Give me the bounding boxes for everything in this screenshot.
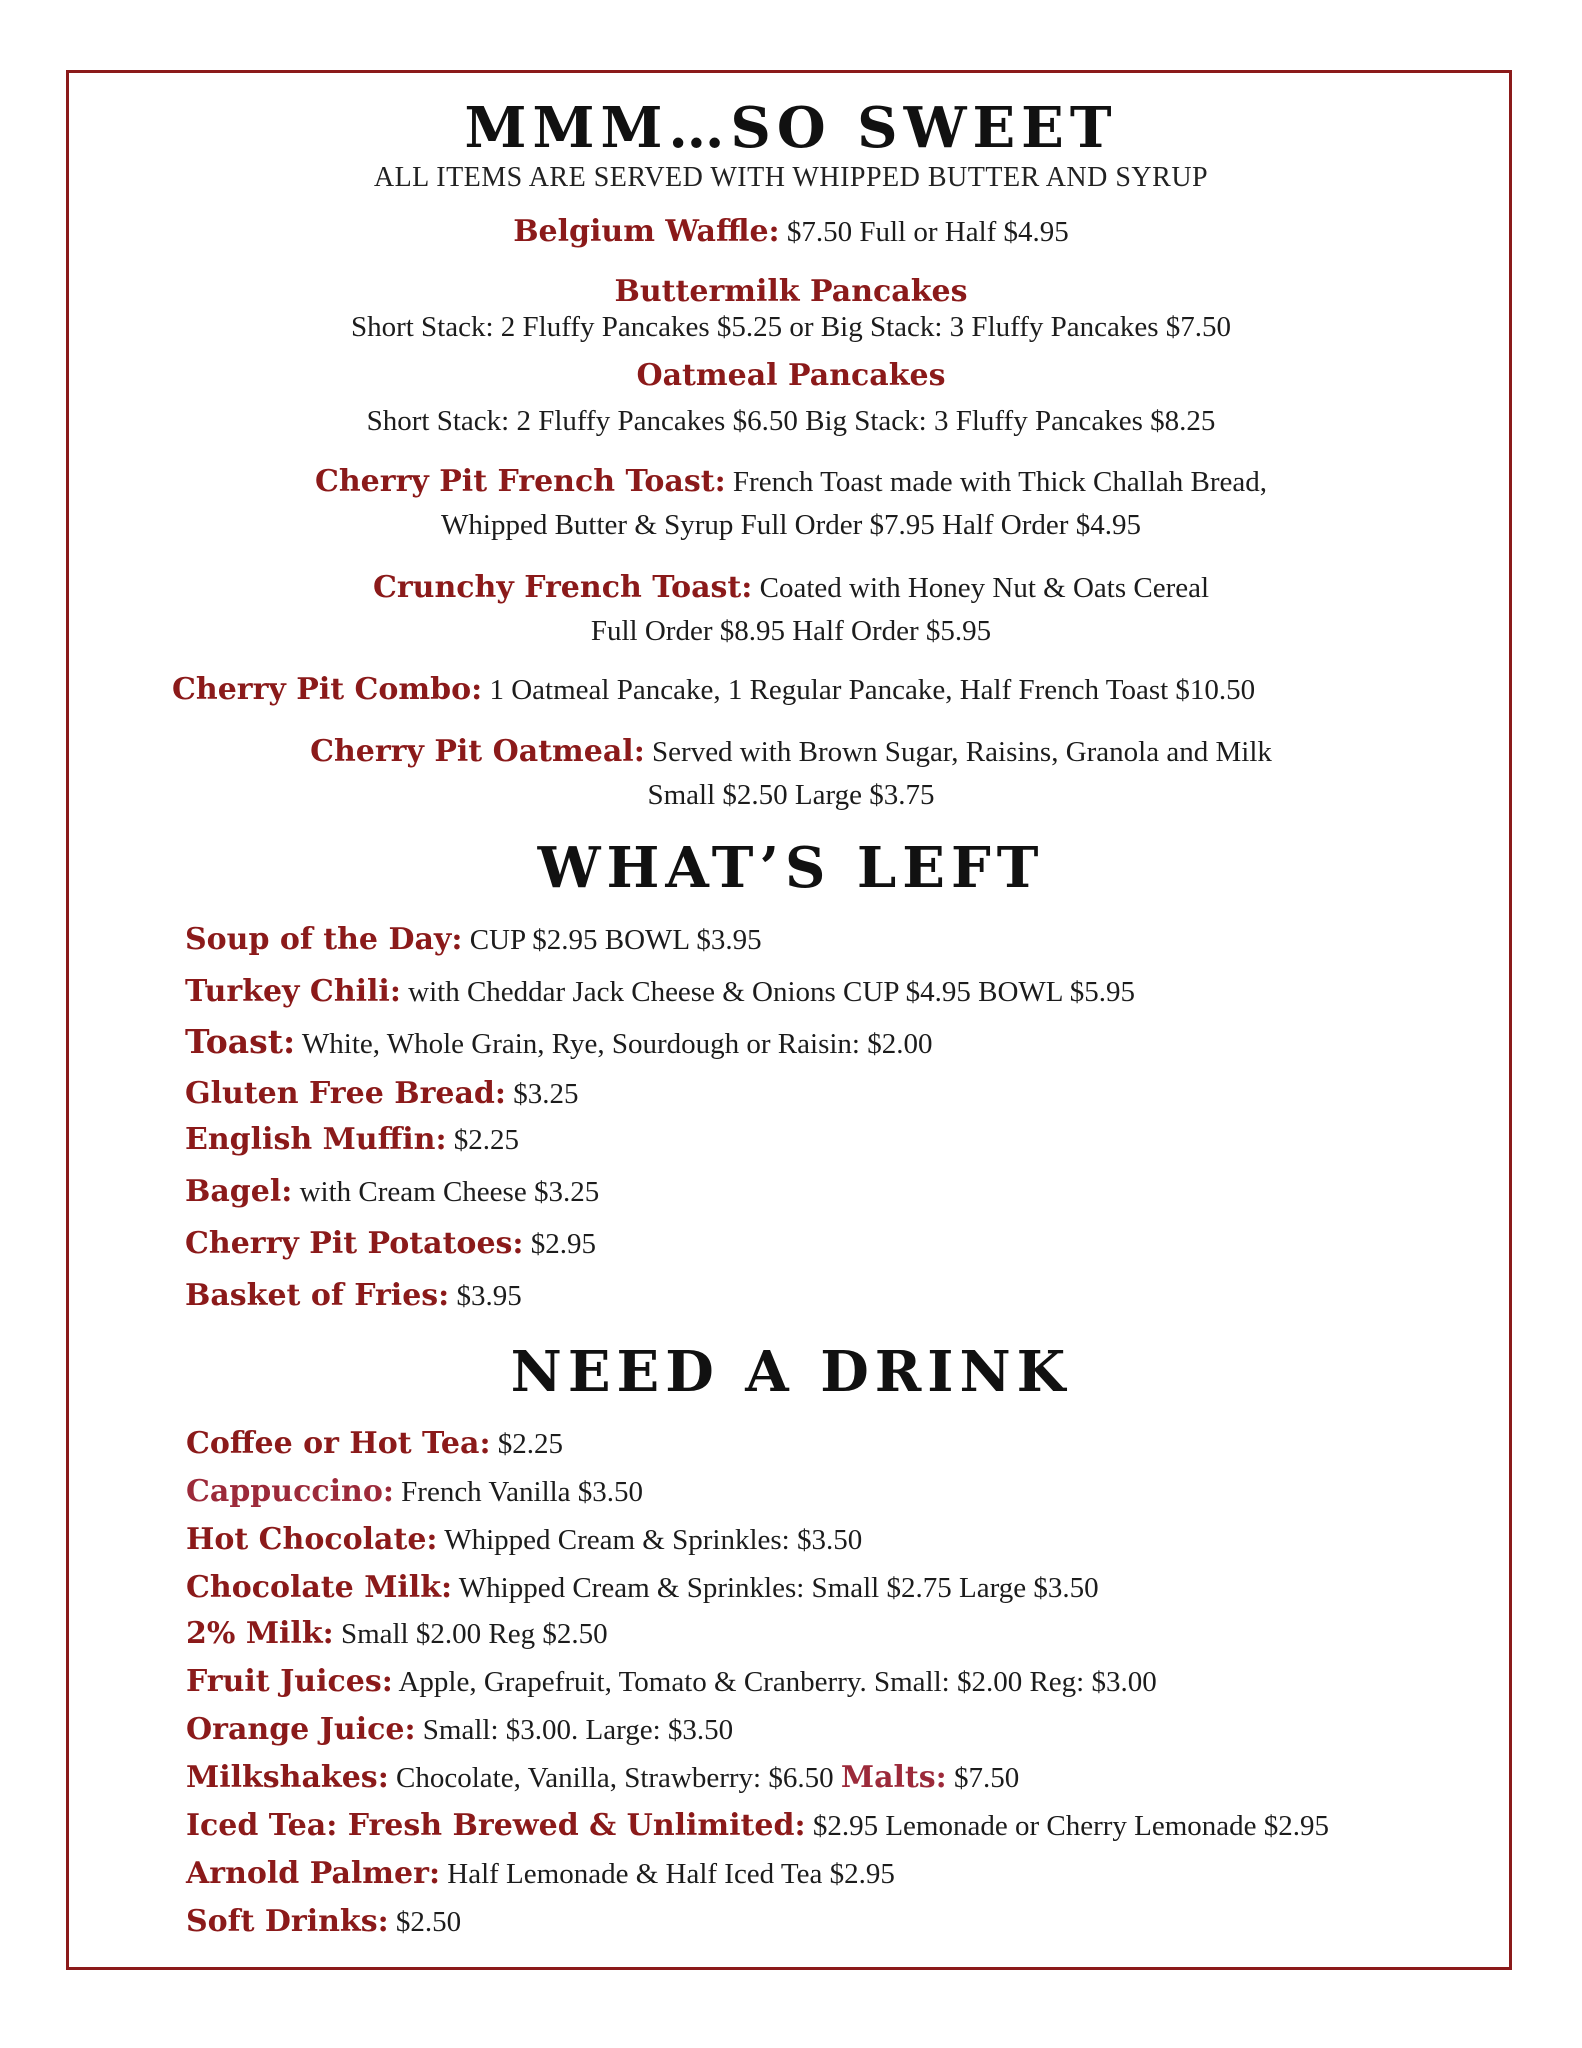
item-name: 2% Milk:	[186, 1616, 334, 1651]
item-desc: $2.95	[523, 1228, 596, 1260]
item-desc: Full Order $8.95 Half Order $5.95	[590, 615, 992, 647]
item-name: Cherry Pit Oatmeal:	[310, 734, 645, 769]
menu-item	[185, 1022, 932, 1062]
menu-item-belgium-waffle	[0, 214, 1582, 250]
item-name: Oatmeal Pancakes	[636, 358, 946, 393]
item-name: Bagel:	[185, 1174, 293, 1209]
item-name: Gluten Free Bread:	[185, 1076, 506, 1111]
item-desc-buttermilk	[0, 310, 1582, 345]
item-name: Belgium Waffle:	[513, 214, 780, 249]
item-desc: Whipped Cream & Sprinkles: Small $2.75 Large $3.50	[452, 1572, 1099, 1604]
item-desc: 1 Oatmeal Pancake, 1 Regular Pancake, Half French Toast $10.50	[482, 674, 1256, 706]
menu-item	[186, 1616, 608, 1652]
item-desc: French Toast made with Thick Challah Bread,	[725, 466, 1267, 498]
item-name: Hot Chocolate:	[186, 1522, 438, 1557]
item-name: Coffee or Hot Tea:	[186, 1426, 491, 1461]
item-name: Crunchy French Toast:	[372, 570, 753, 605]
menu-item	[186, 1808, 1329, 1844]
item-desc: Half Lemonade & Half Iced Tea $2.95	[440, 1858, 895, 1890]
item-name: Buttermilk Pancakes	[614, 274, 968, 309]
menu-item-oatmeal	[0, 734, 1582, 770]
menu-item	[186, 1712, 733, 1748]
item-desc: $2.50	[388, 1906, 462, 1938]
item-desc: White, Whole Grain, Rye, Sourdough or Raisin: $2.00	[295, 1028, 933, 1060]
item-desc: $2.25	[490, 1428, 564, 1460]
item-desc: Chocolate, Vanilla, Strawberry: $6.50	[388, 1762, 841, 1794]
item-desc-crunchy	[0, 614, 1582, 649]
item-name: Fruit Juices:	[186, 1664, 393, 1699]
item-desc: Served with Brown Sugar, Raisins, Granola and Milk	[644, 736, 1272, 768]
item-desc: $3.25	[505, 1078, 579, 1110]
item-name: Toast:	[185, 1022, 296, 1061]
section-subtitle: ALL ITEMS ARE SERVED WITH WHIPPED BUTTER AND SYRUP	[373, 162, 1209, 193]
menu-item	[185, 974, 1135, 1010]
menu-item-french-toast	[0, 464, 1582, 500]
item-desc: $2.95 Lemonade or Cherry Lemonade $2.95	[805, 1810, 1330, 1842]
item-desc: $3.95	[449, 1280, 522, 1312]
menu-item	[185, 922, 762, 958]
item-desc: with Cream Cheese $3.25	[292, 1176, 600, 1208]
item-desc: with Cheddar Jack Cheese & Onions CUP $4.95 BOWL $5.95	[400, 976, 1135, 1008]
item-desc: $7.50 Full or Half $4.95	[779, 216, 1069, 248]
item-name: Cappuccino:	[186, 1474, 394, 1509]
item-name: Arnold Palmer:	[186, 1856, 441, 1891]
menu-item	[186, 1474, 643, 1510]
section-heading-sweet: MMM…SO SWEET	[464, 95, 1118, 161]
menu-item	[186, 1522, 862, 1558]
item-name: Basket of Fries:	[185, 1278, 450, 1313]
menu-item	[186, 1664, 1157, 1700]
item-desc-oatmeal-pancakes	[0, 404, 1582, 439]
item-desc: Apple, Grapefruit, Tomato & Cranberry. Small: $2.00 Reg: $3.00	[392, 1666, 1157, 1698]
item-desc: Short Stack: 2 Fluffy Pancakes $6.50 Big Stack: 3 Fluffy Pancakes $8.25	[366, 405, 1216, 437]
item-name: Cherry Pit Potatoes:	[185, 1226, 524, 1261]
section-heading-left: WHAT’S LEFT	[537, 835, 1045, 901]
menu-item	[185, 1278, 522, 1314]
item-desc: CUP $2.95 BOWL $3.95	[462, 924, 762, 956]
menu-item-oatmeal-pancakes	[0, 358, 1582, 394]
menu-item	[185, 1122, 519, 1158]
item-name: Milkshakes:	[186, 1760, 389, 1795]
menu-item	[185, 1226, 596, 1262]
item-desc-oatmeal	[0, 778, 1582, 813]
menu-item	[185, 1076, 578, 1112]
item-name: Soup of the Day:	[185, 922, 463, 957]
item-name: Malts:	[840, 1760, 947, 1795]
item-name: Turkey Chili:	[185, 974, 401, 1009]
item-name: English Muffin:	[185, 1122, 447, 1157]
menu-item-combo	[172, 672, 1255, 708]
menu-item	[186, 1426, 563, 1462]
item-desc: Whipped Butter & Syrup Full Order $7.95 Half Order $4.95	[441, 509, 1141, 541]
menu-item-buttermilk-pancakes	[0, 274, 1582, 310]
item-desc: $2.25	[446, 1124, 520, 1156]
item-desc: French Vanilla $3.50	[393, 1476, 644, 1508]
item-name: Cherry Pit Combo:	[172, 672, 483, 707]
section-heading-drink: NEED A DRINK	[510, 1339, 1072, 1405]
item-desc: $7.50	[946, 1762, 1020, 1794]
menu-item	[186, 1570, 1099, 1606]
item-name: Iced Tea: Fresh Brewed & Unlimited:	[186, 1808, 806, 1843]
item-name: Soft Drinks:	[186, 1904, 389, 1939]
item-desc: Small: $3.00. Large: $3.50	[415, 1714, 734, 1746]
item-desc: Whipped Cream & Sprinkles: $3.50	[437, 1524, 863, 1556]
item-desc-french-toast	[0, 508, 1582, 543]
menu-item-crunchy-french-toast	[0, 570, 1582, 606]
menu-item	[186, 1856, 895, 1892]
item-name: Orange Juice:	[186, 1712, 416, 1747]
menu-item	[185, 1174, 599, 1210]
item-desc: Small $2.50 Large $3.75	[647, 779, 935, 811]
item-desc: Short Stack: 2 Fluffy Pancakes $5.25 or Big Stack: 3 Fluffy Pancakes $7.50	[350, 311, 1232, 343]
item-desc: Coated with Honey Nut & Oats Cereal	[752, 572, 1210, 604]
item-name: Chocolate Milk:	[186, 1570, 453, 1605]
item-desc: Small $2.00 Reg $2.50	[333, 1618, 608, 1650]
item-name: Cherry Pit French Toast:	[314, 464, 726, 499]
menu-item	[186, 1760, 1019, 1796]
menu-item	[186, 1904, 461, 1940]
